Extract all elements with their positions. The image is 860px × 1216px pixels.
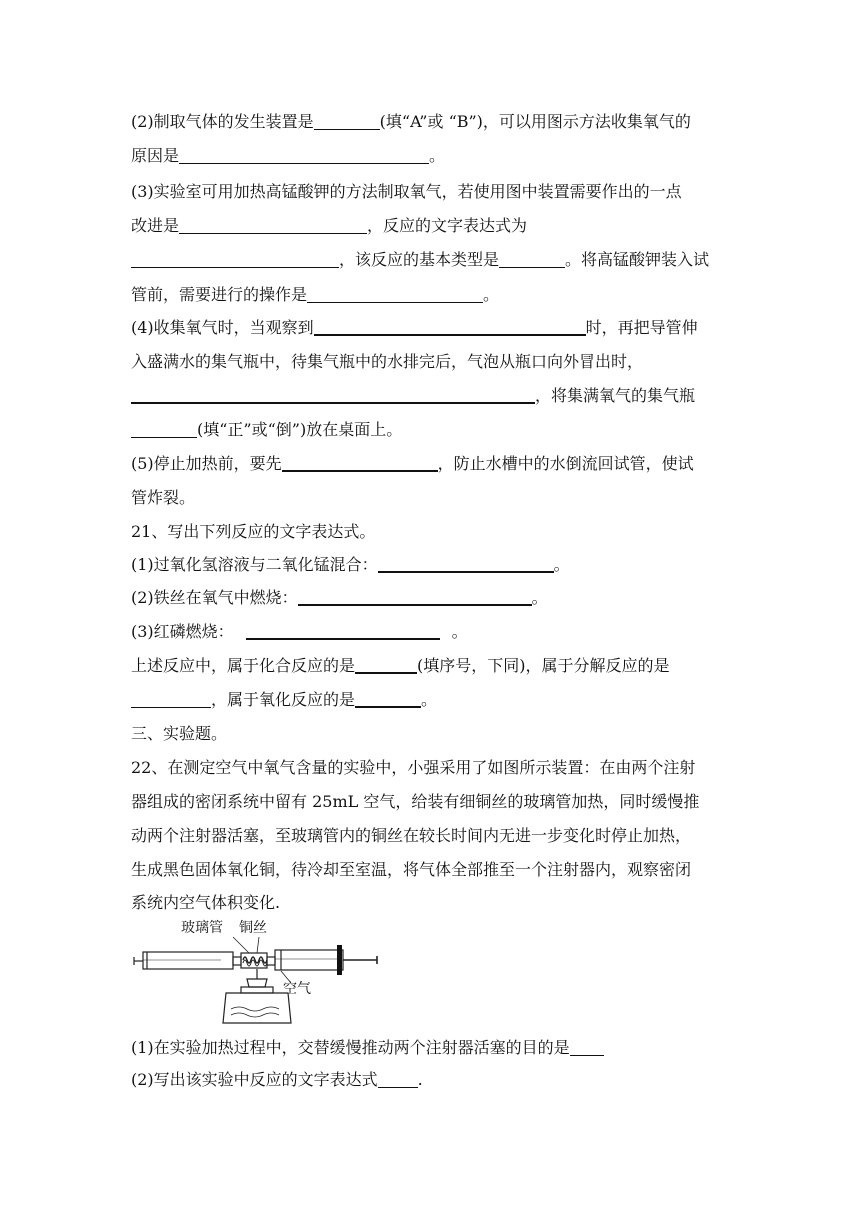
text: (2)铁丝在氧气中燃烧： [131,588,298,607]
text: 时，再把导管伸 [585,318,698,337]
text: ，该反应的基本类型是 [339,250,500,269]
q20-line-3b [131,216,527,236]
answer-blank[interactable] [179,147,429,164]
answer-blank[interactable] [131,421,197,438]
text: (2)写出该实验中反应的文字表达式 [131,1070,378,1089]
text: . [417,1070,423,1089]
q22-line-5 [131,893,280,913]
q20-line-4c [131,386,695,406]
text: (2)制取气体的发生装置是 [131,112,314,131]
glass-tube-label: 玻璃管 [181,920,223,936]
text: 改进是 [131,216,180,235]
text: 器组成的密闭系统中留有 25mL 空气，给装有细铜丝的玻璃管加热，同时缓慢推 [131,792,700,811]
answer-blank[interactable] [378,555,554,573]
answer-blank[interactable] [298,588,532,606]
answer-blank[interactable] [307,286,483,303]
text: (5)停止加热前，要先 [131,454,282,473]
text: (3)红磷燃烧： [131,622,234,641]
text: (填“A”或 “B”)，可以用图示方法收集氧气的 [379,112,691,131]
text: ，防止水槽中的水倒流回试管，使试 [437,454,694,473]
q20-line-2b [131,146,445,166]
text: 三、实验题。 [131,724,228,743]
q20-line-3a [131,182,682,202]
text: (1)在实验加热过程中，交替缓慢推动两个注射器活塞的目的是 [131,1038,570,1057]
text: 。 [429,146,446,165]
q22-sub-1 [131,1038,604,1058]
answer-blank[interactable] [131,251,339,268]
answer-blank[interactable] [314,318,586,336]
text: 。 [553,555,570,574]
q20-line-4a [131,318,698,338]
q22-line-4 [131,860,691,880]
apparatus-figure [131,915,381,1030]
answer-blank[interactable] [378,1071,418,1088]
copper-wire-label: 铜丝 [239,920,267,936]
q21-item-1 [131,555,570,575]
q21-title [131,522,375,542]
text: 入盛满水的集气瓶中，待集气瓶中的水排完后，气泡从瓶口向外冒出时， [131,352,644,371]
answer-blank[interactable] [131,386,535,404]
q21-summary-1 [131,656,670,676]
text: 。 [451,622,468,641]
text: ，属于氧化反应的是 [211,690,356,709]
plunger-seal [337,945,342,975]
q20-line-5a [131,454,694,474]
text: (1)过氧化氢溶液与二氧化锰混合： [131,555,378,574]
answer-blank[interactable] [355,690,421,708]
q20-line-3d [131,285,499,305]
q22-line-1 [131,758,695,778]
text: 。 [421,690,438,709]
answer-blank[interactable] [131,691,211,708]
q21-summary-2 [131,690,437,710]
air-label: 空气 [283,981,311,997]
q20-line-5b [131,488,195,508]
text: 21、写出下列反应的文字表达式。 [131,522,376,541]
text: 动两个注射器活塞，至玻璃管内的铜丝在较长时间内无进一步变化时停止加热， [131,826,692,845]
text: (填“正”或“倒”)放在桌面上。 [197,420,403,439]
q20-line-2a [131,112,691,132]
answer-blank[interactable] [570,1039,604,1056]
answer-blank[interactable] [314,113,380,130]
text: 管炸裂。 [131,488,196,507]
text: (填序号，下同)，属于分解反应的是 [417,656,670,675]
q21-item-2 [131,588,548,608]
text: 。 [483,285,500,304]
q22-line-3 [131,826,691,846]
text: (3)实验室可用加热高锰酸钾的方法制取氧气，若使用图中装置需要作出的一点 [131,182,682,201]
section-heading [131,724,227,744]
answer-blank[interactable] [355,656,417,674]
answer-blank[interactable] [179,217,367,234]
answer-blank[interactable] [499,251,565,268]
q21-item-3 [131,622,468,642]
text: 管前，需要进行的操作是 [131,285,308,304]
text: 原因是 [131,146,180,165]
text: 上述反应中，属于化合反应的是 [131,656,356,675]
answer-blank[interactable] [246,622,440,640]
q20-line-4d [131,420,402,440]
text: 。将高锰酸钾装入试 [565,250,710,269]
text: ，将集满氧气的集气瓶 [535,386,696,405]
q22-sub-2 [131,1070,423,1090]
text: ，反应的文字表达式为 [367,216,528,235]
answer-blank[interactable] [282,454,438,472]
q22-line-2 [131,792,699,812]
q20-line-3c [131,250,709,270]
text: 22、在测定空气中氧气含量的实验中，小强采用了如图所示装置：在由两个注射 [131,758,696,777]
q20-line-4b [131,352,643,372]
text: (4)收集氧气时，当观察到 [131,318,314,337]
text: 系统内空气体积变化. [131,893,281,912]
text: 生成黑色固体氧化铜，待冷却至室温，将气体全部推至一个注射器内，观察密闭 [131,860,692,879]
text: 。 [531,588,548,607]
